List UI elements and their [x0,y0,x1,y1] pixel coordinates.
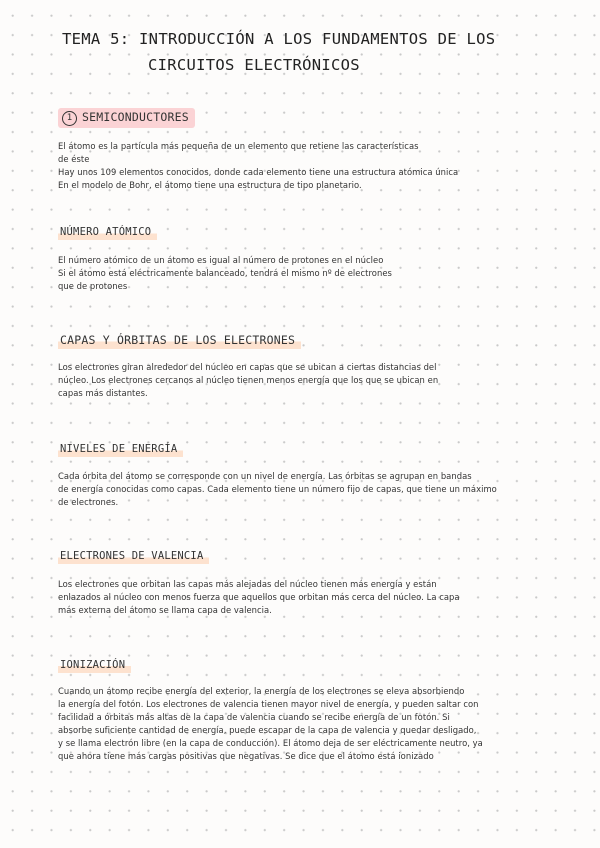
text-line: capas más distantes. [58,388,148,398]
text-line: En el modelo de Bohr, el átomo tiene una estructura de tipo planetario. [58,180,362,190]
section-electrones-valencia [58,544,548,617]
section-paragraph [58,140,548,192]
section-niveles-energia [58,437,548,509]
text-line: El número atómico de un átomo es igual al número de protones en el núcleo [58,255,384,265]
title-line-2: CIRCUITOS ELECTRÓNICOS [148,56,360,74]
text-line: que de protones [58,281,128,291]
text-line: Si el átomo está eléctricamente balanceado, tendrá el mismo nº de electrones [58,268,392,278]
page-title [62,26,495,78]
text-line: de electrones. [58,497,119,507]
section-heading: CAPAS Y ÓRBITAS DE LOS ELECTRONES [58,332,301,349]
text-line: Cuando un átomo recibe energía del exterior, la energía de los electrones se eleva absorbiendo [58,686,465,696]
text-line: y se llama electrón libre (en la capa de conducción). El átomo deja de ser eléctricamente neutro, ya [58,738,483,748]
text-line: más externa del átomo se llama capa de valencia. [58,605,272,615]
text-line: enlazados al núcleo con menos fuerza que aquellos que orbitan más cerca del núcleo. La capa [58,592,460,602]
section-ionizacion [58,653,548,763]
section-paragraph [58,361,548,400]
section-heading: IONIZACIÓN [58,658,131,673]
section-paragraph [58,685,548,763]
section-heading: NÚMERO ATÓMICO [58,225,157,240]
section-paragraph [58,578,548,617]
text-line: Hay unos 109 elementos conocidos, donde cada elemento tiene una estructura atómica única [58,167,459,177]
text-line: absorbe suficiente cantidad de energía, puede escapar de la capa de valencia y quedar desligado, [58,725,477,735]
section-numero-atomico [58,220,548,293]
section-heading: NIVELES DE ENERGÍA [58,442,183,457]
section-heading [58,108,195,128]
text-line: de éste [58,154,90,164]
section-heading-text: SEMICONDUCTORES [82,110,189,124]
text-line: El átomo es la partícula más pequeña de un elemento que retiene las características [58,141,419,151]
section-paragraph [58,470,548,509]
section-semiconductores [58,106,548,192]
text-line: Los electrones giran alrededor del núcleo en capas que se ubican a ciertas distancias del [58,362,437,372]
text-line: facilidad a órbitas más altas de la capa de valencia cuando se recibe energía de un fotón. Si [58,712,450,722]
text-line: Los electrones que orbitan las capas más alejadas del núcleo tienen más energía y están [58,579,437,589]
section-heading: ELECTRONES DE VALENCIA [58,549,209,564]
text-line: la energía del fotón. Los electrones de valencia tienen mayor nivel de energía, y pueden saltar con [58,699,479,709]
text-line: Cada órbita del átomo se corresponde con un nivel de energía. Las órbitas se agrupan en bandas [58,471,472,481]
title-line-1: TEMA 5: INTRODUCCIÓN A LOS FUNDAMENTOS DE LOS [62,30,496,48]
text-line: de energía conocidas como capas. Cada elemento tiene un número fijo de capas, que tiene un máximo [58,484,497,494]
section-paragraph [58,254,548,293]
section-number: 1 [62,111,77,126]
text-line: núcleo. Los electrones cercanos al núcleo tienen menos energía que los que se ubican en [58,375,439,385]
text-line: que ahora tiene más cargas positivas que negativas. Se dice que el átomo está ionizado [58,751,434,761]
section-capas-orbitas [58,329,548,400]
